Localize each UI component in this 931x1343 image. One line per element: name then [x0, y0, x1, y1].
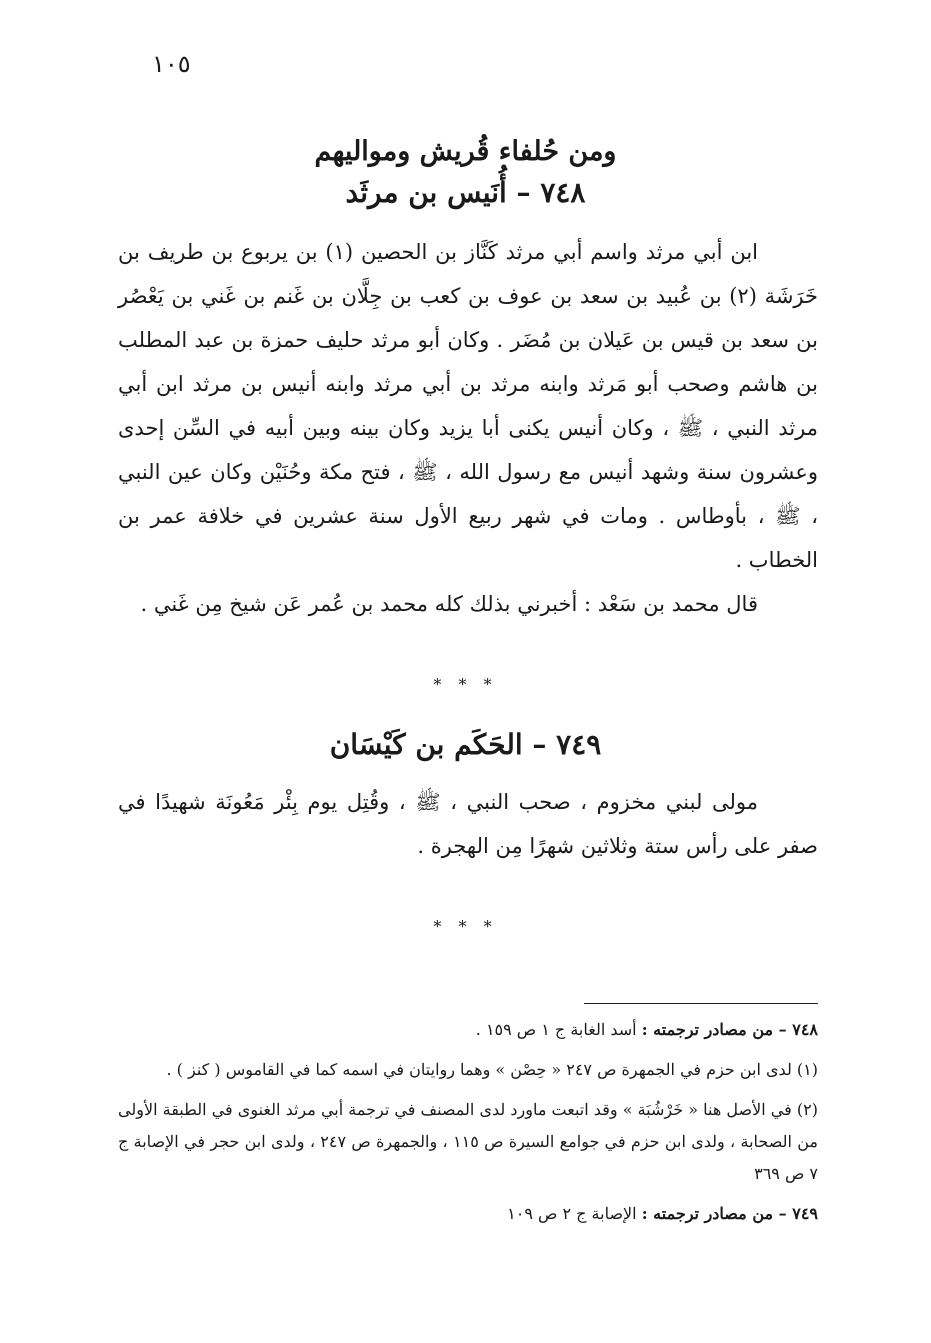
- footnote-text: أسد الغابة ج ١ ص ١٥٩ .: [475, 1020, 637, 1039]
- footnote-divider: [584, 1003, 818, 1004]
- entry-748-paragraph-2: قال محمد بن سَعْد : أخبرني بذلك كله محمد بن عُمر عَن شيخ مِن غَني .: [140, 592, 758, 616]
- footnotes: [118, 1014, 818, 1230]
- entry-748-paragraph-1: ابن أبي مرثد واسم أبي مرثد كَنَّاز بن الحصين (١) بن يربوع بن طريف بن خَرَشَة (٢) بن عُبيد بن سعد بن عوف بن كعب بن جِلَّان بن غَنم بن غَني بن يَعْصُر بن سعد بن قيس بن عَيلان بن مُضَر . وكان أبو مرثد حليف حمزة بن عبد المطلب بن هاشم وصحب أبو مَرثد وابنه مرثد بن أبي مرثد وابنه أنيس بن مرثد ابن أبي مرثد النبي ، ﷺ ، وكان أنيس يكنى أبا يزيد وكان بينه وبين أبيه في السِّن إحدى وعشرون سنة وشهد أنيس مع رسول الله ، ﷺ ، فتح مكة وحُنَيْن وكان عين النبي ، ﷺ ، بأوطاس . ومات في شهر ربيع الأول سنة عشرين في خلافة عمر بن الخطاب .: [118, 240, 818, 572]
- entry-749-title: ٧٤٩ – الحَكَم بن كَيْسَان: [329, 728, 602, 761]
- footnote-text: (١) لدى ابن حزم في الجمهرة ص ٢٤٧ « حِصْن » وهما روايتان في اسمه كما في القاموس ( كنز ) .: [166, 1060, 818, 1079]
- footnote-sources-749: [118, 1198, 818, 1230]
- entry-749-paragraph-1: مولى لبني مخزوم ، صحب النبي ، ﷺ ، وقُتِل يوم بِئْر مَعُونَة شهيدًا في صفر على رأس ستة وثلاثين شهرًا مِن الهجرة .: [118, 790, 818, 858]
- entry-749-body: [118, 780, 818, 868]
- section-separator: * * *: [433, 675, 498, 694]
- footnote-1: [118, 1054, 818, 1086]
- page-number: ١٠٥: [152, 50, 191, 78]
- entry-748-body: [118, 230, 818, 626]
- footnote-text: (٢) في الأصل هنا « خَرْشُبَة » وقد اتبعت ماورد لدى المصنف في ترجمة أبي مرثد الغنوى في الطبقة الأولى من الصحابة ، ولدى ابن حزم في جوامع السيرة ص ١١٥ ، والجمهرة ص ٢٤٧ ، ولدى ابن حجر في الإصابة ج ٧ ص ٣٦٩: [118, 1100, 819, 1183]
- footnote-label: ٧٤٨ – من مصادر ترجمته :: [641, 1020, 818, 1039]
- section-title: ومن حُلفاء قُريش ومواليهم: [314, 136, 617, 167]
- section-separator: * * *: [433, 917, 498, 936]
- footnote-label: ٧٤٩ – من مصادر ترجمته :: [641, 1204, 818, 1223]
- footnote-2: [118, 1094, 818, 1190]
- entry-748-title: ٧٤٨ – أُنَيس بن مرثَد: [345, 176, 586, 209]
- footnote-sources-748: [118, 1014, 818, 1046]
- footnote-text: الإصابة ج ٢ ص ١٠٩: [507, 1204, 637, 1223]
